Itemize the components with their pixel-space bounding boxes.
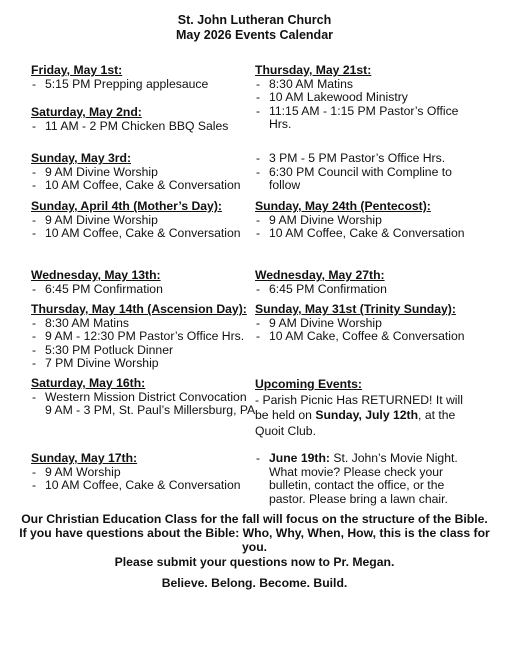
event-day-may-27 (255, 269, 387, 296)
event-day-may-16 (31, 377, 255, 418)
day-heading: Sunday, April 4th (Mother’s Day): (31, 199, 222, 213)
event-day-ascension (31, 303, 247, 371)
event-item: - 11:15 AM - 1:15 PM Pastor’s Office Hrs. (256, 103, 459, 132)
event-item: - 9 AM Divine Worship (256, 212, 382, 227)
day-heading: Friday, May 1st: (31, 63, 123, 77)
event-item: - 6:45 PM Confirmation (256, 281, 387, 296)
event-day-may-1 (31, 64, 208, 91)
event-item: - 6:45 PM Confirmation (32, 281, 163, 296)
event-item: - 10 AM Coffee, Cake & Conversation (32, 178, 241, 193)
day-heading: Sunday, May 3rd: (31, 151, 132, 165)
picnic-note: - Parish Picnic Has RETURNED! It will be held on Sunday, July 12th, at the Quoit Club. (255, 392, 463, 438)
event-day-pentecost (255, 200, 465, 241)
event-item: - 10 AM Lakewood Ministry (256, 90, 408, 105)
motto: Believe. Belong. Become. Build. (161, 576, 348, 590)
day-heading: Sunday, May 17th: (31, 451, 138, 465)
event-item-detail: 9 AM - 3 PM, St. Paul’s Millersburg, PA (45, 403, 256, 418)
day-heading: Saturday, May 2nd: (31, 105, 142, 119)
upcoming-heading: Upcoming Events: (255, 377, 362, 391)
movie-night (255, 452, 477, 506)
day-heading: Wednesday, May 27th: (255, 268, 385, 282)
event-item: - 5:15 PM Prepping applesauce (32, 76, 209, 91)
event-item: - 9 AM Worship (32, 464, 121, 479)
event-day-may-17 (31, 452, 241, 493)
event-day-mothers-day (31, 200, 241, 241)
day-heading: Sunday, May 31st (Trinity Sunday): (255, 302, 456, 316)
education-class-note: Our Christian Education Class for the fall will focus on the structure of the Bible. If you have questions about the Bible: Who, Why, When, How, this is the class for you. (19, 512, 490, 555)
event-item: - 9 AM Divine Worship (32, 164, 158, 179)
event-item: - 9 AM Divine Worship (256, 315, 382, 330)
event-day-may-21-continued (255, 152, 470, 193)
church-name: St. John Lutheran Church (177, 13, 332, 27)
event-day-may-3 (31, 152, 241, 193)
event-item: - Western Mission District Convocation (32, 389, 247, 404)
event-day-may-2 (31, 106, 228, 133)
event-item: - 10 AM Coffee, Cake & Conversation (256, 226, 465, 241)
event-day-may-21 (255, 64, 475, 132)
event-item: - 9 AM - 12:30 PM Pastor’s Office Hrs. (32, 329, 245, 344)
event-item: - 10 AM Cake, Coffee & Conversation (256, 329, 465, 344)
event-item: - 5:30 PM Potluck Dinner (32, 342, 174, 357)
event-item: - 11 AM - 2 PM Chicken BBQ Sales (32, 118, 229, 133)
day-heading: Sunday, May 24th (Pentecost): (255, 199, 431, 213)
event-item: - 10 AM Coffee, Cake & Conversation (32, 226, 241, 241)
calendar-title: May 2026 Events Calendar (175, 28, 334, 42)
event-item: - June 19th: St. John’s Movie Night. What movie? Please check your bulletin, contact the office, or the pastor. Please bring a lawn chair. (256, 451, 458, 506)
event-item: - 3 PM - 5 PM Pastor’s Office Hrs. (256, 151, 446, 165)
event-item: - 8:30 AM Matins (256, 76, 353, 91)
day-heading: Saturday, May 16th: (31, 376, 146, 390)
submit-questions-note: Please submit your questions now to Pr. Megan. (114, 555, 395, 569)
upcoming-events (255, 377, 477, 439)
day-heading: Wednesday, May 13th: (31, 268, 161, 282)
event-item: - 7 PM Divine Worship (32, 356, 159, 371)
event-item: - 8:30 AM Matins (32, 315, 129, 330)
event-day-may-13 (31, 269, 163, 296)
event-item: - 9 AM Divine Worship (32, 212, 158, 227)
event-item: - 6:30 PM Council with Compline to follow (256, 164, 452, 193)
day-heading: Thursday, May 21st: (255, 63, 372, 77)
event-day-trinity-sunday (255, 303, 465, 344)
day-heading: Thursday, May 14th (Ascension Day): (31, 302, 247, 316)
event-item: - 10 AM Coffee, Cake & Conversation (32, 478, 241, 493)
